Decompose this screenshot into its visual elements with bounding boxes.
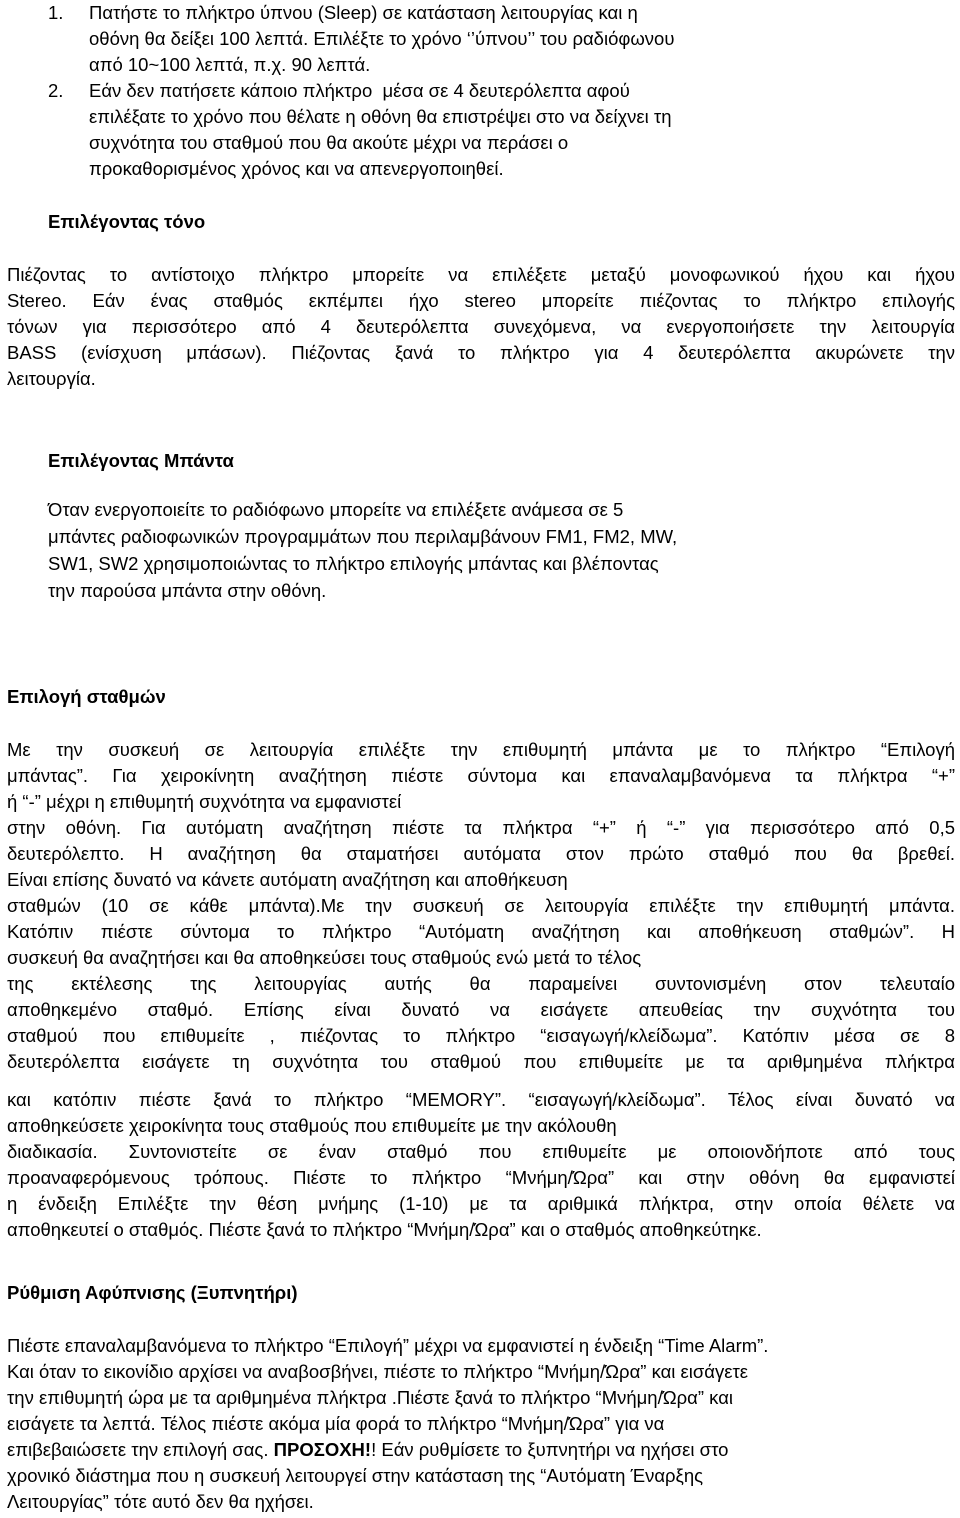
list-item-1-line-3: από 10~100 λεπτά, π.χ. 90 λεπτά. (89, 54, 371, 75)
stations-line-4: στην οθόνη. Για αυτόματη αναζήτηση πιέστε τα πλήκτρα “+” ή “-” για περισσότερο από 0,5 (7, 817, 955, 838)
band-line-2: μπάντες ραδιοφωνικών προγραμμάτων που περιλαμβάνουν FM1, FM2, MW, (48, 526, 678, 547)
stations-line-13: δευτερόλεπτα εισάγετε τη συχνότητα του σταθμού που επιθυμείτε με τα αριθμημένα πλήκτρα (7, 1051, 955, 1072)
tone-line-3: τόνων για περισσότερο από 4 δευτερόλεπτα συνεχόμενα, να ενεργοποιήσετε την λειτουργία (7, 316, 955, 337)
stations-line-15: αποθηκεύσετε χειροκίνητα τους σταθμούς που επιθυμείτε με την ακόλουθη (7, 1115, 617, 1136)
stations-line-2: μπάντας”. Για χειροκίνητη αναζήτηση πιέστε σύντομα και επαναλαμβανόμενα τα πλήκτρα “+” (7, 765, 955, 786)
alarm-line-7: Λειτουργίας” τότε αυτό δεν θα ηχήσει. (7, 1491, 314, 1512)
list-item-2-line-1: Εάν δεν πατήσετε κάποιο πλήκτρο μέσα σε 4 δευτερόλεπτα αφού (89, 80, 630, 101)
alarm-line-6: χρονικό διάστημα που η συσκευή λειτουργεί στην κατάσταση της “Αυτόματη Έναρξης (7, 1465, 704, 1486)
list-item-2-line-3: συχνότητα του σταθμού που θα ακούτε μέχρι να περάσει ο (89, 132, 569, 153)
section-heading-stations: Επιλογή σταθμών (7, 686, 166, 707)
stations-line-1: Με την συσκευή σε λειτουργία επιλέξτε την επιθυμητή μπάντα με το πλήκτρο “Επιλογή (7, 739, 955, 760)
stations-line-14: και κατόπιν πιέστε ξανά το πλήκτρο “MEMORY”. “εισαγωγή/κλείδωμα”. Τέλος είναι δυνατό να (7, 1089, 955, 1110)
list-number-2: 2. (48, 80, 64, 101)
section-heading-band: Επιλέγοντας Μπάντα (48, 450, 234, 471)
band-line-3: SW1, SW2 χρησιμοποιώντας το πλήκτρο επιλογής μπάντας και βλέποντας (48, 553, 659, 574)
list-item-1-line-1: Πατήστε το πλήκτρο ύπνου (Sleep) σε κατάσταση λειτουργίας και η (89, 2, 638, 23)
stations-line-16: διαδικασία. Συντονιστείτε σε έναν σταθμό που επιθυμείτε με οποιονδήποτε από τους (7, 1141, 955, 1162)
alarm-line-5 (7, 1437, 728, 1463)
alarm-line-3: την επιθυμητή ώρα με τα αριθμημένα πλήκτρα .Πιέστε ξανά το πλήκτρο “Μνήμη/Ώρα” και (7, 1387, 733, 1408)
stations-line-9: συσκευή θα αναζητήσει και θα αποθηκεύσει τους σταθμούς ενώ μετά το τέλος (7, 947, 642, 968)
stations-line-7: σταθμών (10 σε κάθε μπάντα).Με την συσκευή σε λειτουργία επιλέξτε την επιθυμητή μπάντα. (7, 895, 955, 916)
list-item-2-line-2: επιλέξατε το χρόνο που θέλατε η οθόνη θα επιστρέψει στο να δείχνει τη (89, 106, 672, 127)
section-heading-alarm: Ρύθμιση Αφύπνισης (Ξυπνητήρι) (7, 1282, 298, 1303)
stations-line-6: Είναι επίσης δυνατό να κάνετε αυτόματη αναζήτηση και αποθήκευση (7, 869, 568, 890)
alarm-line-4: εισάγετε τα λεπτά. Τέλος πιέστε ακόμα μία φορά το πλήκτρο “Μνήμη/Ώρα” για να (7, 1413, 665, 1434)
warning-label: ΠΡΟΣΟΧΗ! (273, 1439, 372, 1460)
stations-line-10: της εκτέλεσης της λειτουργίας αυτής θα παραμείνει συντονισμένη στον τελευταίο (7, 973, 955, 994)
list-item-2-line-4: προκαθορισμένος χρόνος και να απενεργοποιηθεί. (89, 158, 504, 179)
stations-line-8: Κατόπιν πιέστε σύντομα το πλήκτρο “Αυτόματη αναζήτηση και αποθήκευση σταθμών”. Η (7, 921, 955, 942)
stations-line-19: αποθηκευτεί ο σταθμός. Πιέστε ξανά το πλήκτρο “Μνήμη/Ώρα” και ο σταθμός αποθηκεύτηκε. (7, 1219, 762, 1240)
band-line-4: την παρούσα μπάντα στην οθόνη. (48, 580, 327, 601)
list-item-1-line-2: οθόνη θα δείξει 100 λεπτά. Επιλέξτε το χρόνο ‘’ύπνου’’ του ραδιόφωνου (89, 28, 675, 49)
stations-line-12: σταθμού που επιθυμείτε , πιέζοντας το πλήκτρο “εισαγωγή/κλείδωμα”. Κατόπιν μέσα σε 8 (7, 1025, 955, 1046)
tone-line-4: BASS (ενίσχυση μπάσων). Πιέζοντας ξανά το πλήκτρο για 4 δευτερόλεπτα ακυρώνετε την (7, 342, 955, 363)
stations-line-18: η ένδειξη Επιλέξτε την θέση μνήμης (1-10) με τα αριθμικά πλήκτρα, στην οποία θέλετε να (7, 1193, 955, 1214)
stations-line-11: αποθηκεμένο σταθμό. Επίσης είναι δυνατό να εισάγετε απευθείας την συχνότητα του (7, 999, 955, 1020)
alarm-line-1: Πιέστε επαναλαμβανόμενα το πλήκτρο “Επιλογή” μέχρι να εμφανιστεί η ένδειξη “Time Alarm”. (7, 1335, 769, 1356)
alarm-line-5-start: επιβεβαιώσετε την επιλογή σας. (7, 1439, 274, 1460)
stations-line-17: προαναφερόμενους τρόπους. Πιέστε το πλήκτρο “Μνήμη/Ώρα” και στην οθόνη θα εμφανιστεί (7, 1167, 955, 1188)
alarm-line-2: Και όταν το εικονίδιο αρχίσει να αναβοσβήνει, πιέστε το πλήκτρο “Μνήμη/Ώρα” και εισάγετε (7, 1361, 749, 1382)
tone-line-5: λειτουργία. (7, 368, 96, 389)
list-number-1: 1. (48, 2, 64, 23)
tone-line-1: Πιέζοντας το αντίστοιχο πλήκτρο μπορείτε να επιλέξετε μεταξύ μονοφωνικού ήχου και ήχου (7, 264, 955, 285)
band-line-1: Όταν ενεργοποιείτε το ραδιόφωνο μπορείτε να επιλέξετε ανάμεσα σε 5 (48, 499, 624, 520)
stations-line-3: ή “-” μέχρι η επιθυμητή συχνότητα να εμφανιστεί (7, 791, 402, 812)
alarm-line-5-end: ! Εάν ρυθμίσετε το ξυπνητήρι να ηχήσει στο (371, 1439, 729, 1460)
stations-line-5: δευτερόλεπτο. Η αναζήτηση θα σταματήσει αυτόματα στον πρώτο σταθμό που θα βρεθεί. (7, 843, 955, 864)
tone-line-2: Stereo. Εάν ένας σταθμός εκπέμπει ήχο stereo μπορείτε πιέζοντας το πλήκτρο επιλογής (7, 290, 955, 311)
section-heading-tone: Επιλέγοντας τόνο (48, 211, 206, 232)
